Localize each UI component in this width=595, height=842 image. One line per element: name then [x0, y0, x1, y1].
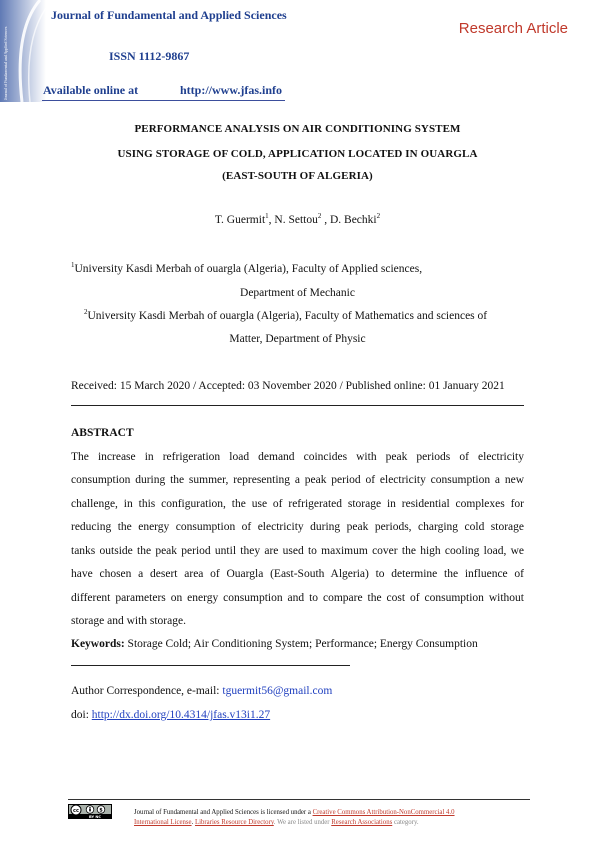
dates-divider: [71, 405, 524, 406]
available-online-label: Available online at: [43, 83, 139, 97]
license-separator: .: [191, 819, 195, 826]
author-correspondence: [71, 685, 332, 697]
journal-title: Journal of Fundamental and Applied Sciences: [51, 8, 287, 22]
listed-under-text: . We are listed under: [273, 819, 332, 826]
category-text: category.: [392, 819, 419, 826]
logo-vertical-text: Journal of Fundamental and Applied Sciences: [3, 26, 8, 100]
author-name: D. Bechki: [329, 214, 377, 226]
doi-link[interactable]: http://dx.doi.org/10.4314/jfas.v13i1.27: [91, 709, 271, 721]
author-affiliation-mark: 2: [376, 212, 381, 221]
abstract-line: have chosen a desert area of Ouargla (East-South Algeria) to determine the influence of: [71, 568, 524, 580]
license-text: Journal of Fundamental and Applied Sciences is licensed under a: [134, 809, 313, 816]
author-affiliation-mark: 1: [265, 212, 269, 221]
paper-title-line-2: USING STORAGE OF COLD, APPLICATION LOCATED IN OUARGLA: [117, 148, 478, 160]
abstract-line: reducing the energy consumption of electricity during peak periods, charging cold storage: [71, 521, 524, 533]
abstract-line: different parameters on energy consumption and to compare the cost of consumption without: [71, 592, 524, 604]
research-associations-link[interactable]: Research Associations: [331, 819, 393, 826]
affiliation-1: [71, 263, 422, 275]
abstract-line: tanks outside the peak period until they are used to maximum cover the high cooling load, we: [71, 545, 524, 557]
footnote-divider: [71, 665, 350, 666]
svg-text:cc: cc: [73, 808, 79, 814]
libraries-resource-directory-link[interactable]: Libraries Resource Directory: [194, 819, 274, 826]
keywords: [71, 638, 478, 650]
journal-logo: [0, 0, 46, 102]
author-affiliation-mark: 2: [317, 212, 322, 221]
correspondence-email-link[interactable]: tguermit56@gmail.com: [222, 685, 333, 697]
author-separator: ,: [321, 214, 330, 226]
affiliation-mark: 1: [71, 261, 75, 270]
paper-title-line-3: (EAST-SOUTH OF ALGERIA): [222, 170, 373, 182]
cc-license-link[interactable]: Creative Commons Attribution-NonCommercial 4.0: [312, 809, 455, 816]
author-name: N. Settou: [274, 214, 318, 226]
abstract-heading: ABSTRACT: [71, 427, 134, 439]
license-line-2: [134, 819, 419, 826]
publication-dates: Received: 15 March 2020 / Accepted: 03 November 2020 / Published online: 01 January 2021: [71, 380, 505, 392]
affiliation-1-line-2: Department of Mechanic: [240, 287, 355, 299]
affiliation-1-line-1: University Kasdi Merbah of ouargla (Algeria), Faculty of Applied sciences,: [74, 263, 423, 275]
issn-number: ISSN 1112-9867: [109, 49, 190, 63]
footer-divider: [68, 799, 530, 800]
abstract-line: consumption during the summer, representing a peak period of electricity consumption a new: [71, 474, 524, 486]
keywords-text: Storage Cold; Air Conditioning System; Performance; Energy Consumption: [127, 638, 478, 650]
license-line-1: [134, 809, 455, 816]
abstract-line: storage and with storage.: [71, 615, 186, 627]
keywords-label: Keywords:: [71, 638, 125, 650]
international-license-link[interactable]: International License: [134, 819, 192, 826]
svg-text:$: $: [99, 807, 103, 814]
author-list: [71, 214, 524, 226]
affiliation-2: [84, 310, 487, 322]
correspondence-label: Author Correspondence, e-mail:: [71, 685, 223, 697]
abstract-line: The increase in refrigeration load demand coincides with peak periods of electricity: [71, 451, 524, 463]
creative-commons-icon[interactable]: [68, 804, 112, 819]
affiliation-2-line-1: University Kasdi Merbah of ouargla (Algeria), Faculty of Mathematics and sciences of: [87, 310, 488, 322]
journal-website-link[interactable]: http://www.jfas.info: [180, 83, 283, 97]
cc-badge-text: BY NC: [88, 815, 102, 819]
header-divider: [42, 100, 285, 101]
article-type-label: Research Article: [458, 20, 568, 37]
author-separator: ,: [268, 214, 275, 226]
doi-label: doi:: [71, 709, 92, 721]
doi: [71, 709, 270, 721]
affiliation-2-line-2: Matter, Department of Physic: [229, 333, 366, 345]
abstract-line: challenge, in this configuration, the use of refrigerated storage in residential complexes for: [71, 498, 524, 510]
author-name: T. Guermit: [214, 214, 266, 226]
affiliation-mark: 2: [84, 308, 88, 317]
paper-title-line-1: PERFORMANCE ANALYSIS ON AIR CONDITIONING SYSTEM: [134, 123, 461, 135]
